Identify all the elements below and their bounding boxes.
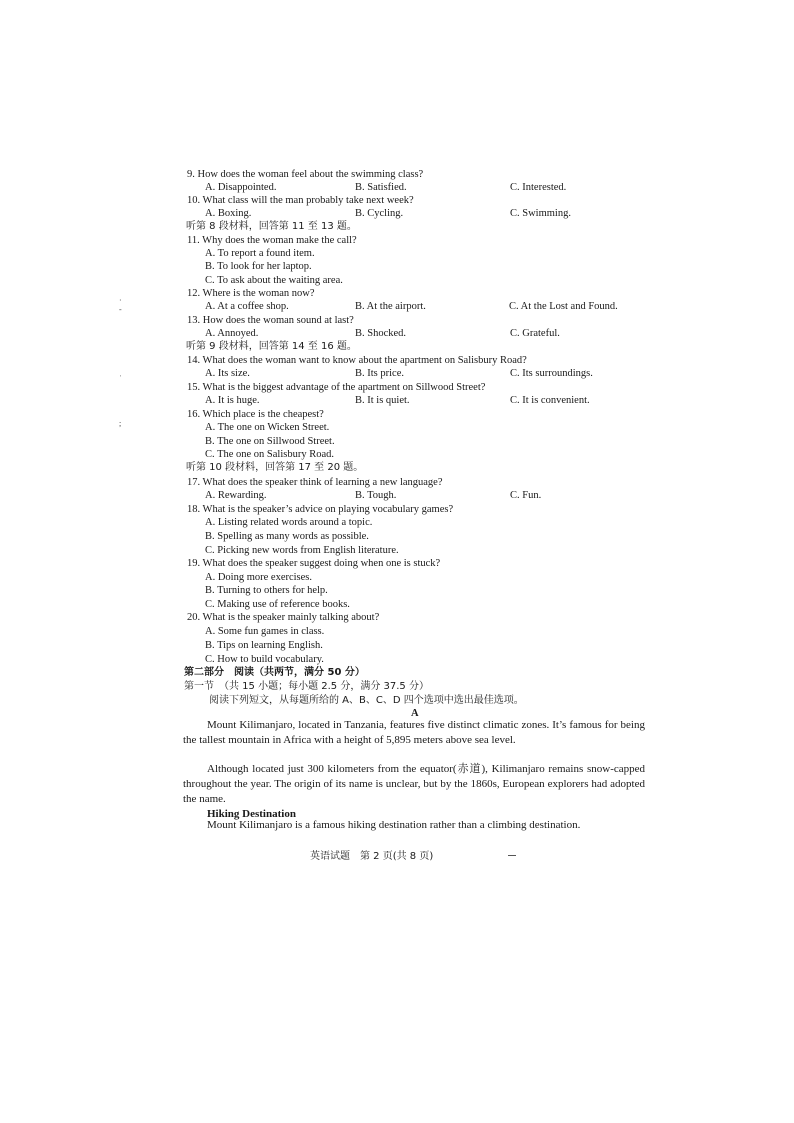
paragraph-3 xyxy=(183,818,645,833)
divider xyxy=(508,855,516,856)
passage-label: A xyxy=(411,708,419,719)
option-b: B. Cycling. xyxy=(355,208,404,219)
option-a: A. To report a found item. xyxy=(205,248,315,259)
paragraph-2 xyxy=(183,762,645,807)
scan-speck: · xyxy=(119,296,122,305)
option-b: B. To look for her laptop. xyxy=(205,261,312,272)
option-b: B. Tips on learning English. xyxy=(205,640,323,651)
page-footer: 英语试题 第 2 页(共 8 页) xyxy=(310,851,434,862)
section-intro-10: 听第 10 段材料，回答第 17 至 20 题。 xyxy=(186,462,364,473)
option-a: A. Disappointed. xyxy=(205,182,277,193)
option-a: A. Listing related words around a topic. xyxy=(205,517,373,528)
section-one-title: 第一节 （共 15 小题；每小题 2.5 分，满分 37.5 分） xyxy=(184,681,429,692)
option-c: C. How to build vocabulary. xyxy=(205,654,324,665)
scan-speck: ; xyxy=(119,419,122,428)
question-14: 14. What does the woman want to know about the apartment on Salisbury Road? xyxy=(187,355,527,366)
option-c: C. At the Lost and Found. xyxy=(509,301,618,312)
option-a: A. Its size. xyxy=(205,368,250,379)
option-c: C. Grateful. xyxy=(510,328,560,339)
option-c: C. To ask about the waiting area. xyxy=(205,275,343,286)
option-a: A. The one on Wicken Street. xyxy=(205,422,330,433)
option-a: A. Doing more exercises. xyxy=(205,572,313,583)
option-b: B. The one on Sillwood Street. xyxy=(205,436,335,447)
option-b: B. Its price. xyxy=(355,368,404,379)
question-11: 11. Why does the woman make the call? xyxy=(187,235,357,246)
option-c: C. Making use of reference books. xyxy=(205,599,350,610)
option-a: A. Boxing. xyxy=(205,208,252,219)
question-20: 20. What is the speaker mainly talking about? xyxy=(187,612,380,623)
option-c: C. Interested. xyxy=(510,182,567,193)
option-c: C. The one on Salisbury Road. xyxy=(205,449,335,460)
question-18: 18. What is the speaker’s advice on playing vocabulary games? xyxy=(187,504,454,515)
scan-speck: - xyxy=(119,305,122,314)
part-two-title: 第二部分 阅读（共两节，满分 50 分） xyxy=(184,667,365,678)
option-a: A. Some fun games in class. xyxy=(205,626,325,637)
option-a: A. At a coffee shop. xyxy=(205,301,289,312)
option-b: B. Satisfied. xyxy=(355,182,407,193)
question-9: 9. How does the woman feel about the swimming class? xyxy=(187,169,424,180)
question-12: 12. Where is the woman now? xyxy=(187,288,315,299)
option-c: C. Swimming. xyxy=(510,208,571,219)
option-a: A. It is huge. xyxy=(205,395,260,406)
question-13: 13. How does the woman sound at last? xyxy=(187,315,354,326)
paragraph-3-text: Mount Kilimanjaro is a famous hiking destination rather than a climbing destination. xyxy=(207,819,581,831)
question-16: 16. Which place is the cheapest? xyxy=(187,409,324,420)
section-intro-8: 听第 8 段材料，回答第 11 至 13 题。 xyxy=(186,221,357,232)
paragraph-1 xyxy=(183,718,645,748)
option-c: C. Its surroundings. xyxy=(510,368,593,379)
option-c: C. Picking new words from English literature. xyxy=(205,545,399,556)
scan-speck: ˈ xyxy=(119,374,122,383)
question-10: 10. What class will the man probably take next week? xyxy=(187,195,414,206)
question-15: 15. What is the biggest advantage of the apartment on Sillwood Street? xyxy=(187,382,486,393)
subheading-hiking: Hiking Destination xyxy=(207,808,296,820)
option-c: C. Fun. xyxy=(510,490,542,501)
paragraph-2-text: Although located just 300 kilometers from the equator(赤道), Kilimanjaro remains snow-capped throughout the year. The origin of its name is unclear, but by the 1860s, European explorers had adopted the name. xyxy=(183,763,645,805)
option-b: B. At the airport. xyxy=(355,301,426,312)
question-19: 19. What does the speaker suggest doing when one is stuck? xyxy=(187,558,441,569)
option-b: B. Spelling as many words as possible. xyxy=(205,531,369,542)
option-b: B. Shocked. xyxy=(355,328,407,339)
option-b: B. It is quiet. xyxy=(355,395,410,406)
reading-instruction: 阅读下列短文，从每题所给的 A、B、C、D 四个选项中选出最佳选项。 xyxy=(209,695,524,706)
option-a: A. Annoyed. xyxy=(205,328,259,339)
question-17: 17. What does the speaker think of learning a new language? xyxy=(187,477,443,488)
option-b: B. Tough. xyxy=(355,490,397,501)
option-b: B. Turning to others for help. xyxy=(205,585,328,596)
section-intro-9: 听第 9 段材料，回答第 14 至 16 题。 xyxy=(186,341,357,352)
paragraph-1-text: Mount Kilimanjaro, located in Tanzania, features five distinct climatic zones. It’s famous for being the tallest mountain in Africa with a height of 5,895 meters above sea level. xyxy=(183,719,645,746)
option-c: C. It is convenient. xyxy=(510,395,590,406)
option-a: A. Rewarding. xyxy=(205,490,267,501)
